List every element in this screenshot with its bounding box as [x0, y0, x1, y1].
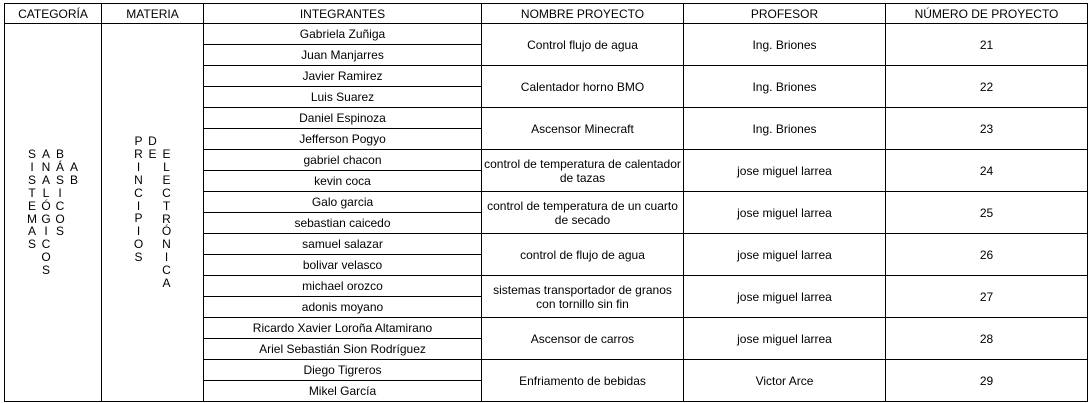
header-categoria: CATEGORÍA	[5, 4, 102, 24]
member-name: Gabriela Zuñiga	[204, 24, 482, 45]
materia-cell	[102, 24, 204, 402]
member-name: bolivar velasco	[204, 255, 482, 276]
project-number: 25	[886, 192, 1088, 234]
member-name: Mikel García	[204, 381, 482, 402]
project-number: 29	[886, 360, 1088, 402]
project-number: 24	[886, 150, 1088, 192]
member-name: Ricardo Xavier Loroña Altamirano	[204, 318, 482, 339]
profesor-name: Ing. Briones	[684, 24, 886, 66]
member-name: kevin coca	[204, 171, 482, 192]
project-number: 22	[886, 66, 1088, 108]
profesor-name: Ing. Briones	[684, 66, 886, 108]
categoria-cell-line: A B	[69, 159, 78, 187]
categoria-cell-line: A N A L Ó G I C O S	[41, 146, 51, 278]
materia-cell-vertical-text	[132, 135, 174, 290]
project-name: Enfriamento de bebidas	[482, 360, 684, 402]
header-materia: MATERIA	[102, 4, 204, 24]
profesor-name: jose miguel larrea	[684, 276, 886, 318]
member-name: Ariel Sebastián Sion Rodríguez	[204, 339, 482, 360]
materia-cell-line: D E	[148, 134, 157, 161]
member-name: sebastian caicedo	[204, 213, 482, 234]
header-row	[5, 4, 1088, 24]
profesor-name: Ing. Briones	[684, 108, 886, 150]
member-name: Jefferson Pogyo	[204, 129, 482, 150]
project-name: Ascensor Minecraft	[482, 108, 684, 150]
member-name: samuel salazar	[204, 234, 482, 255]
member-name: Juan Manjarres	[204, 45, 482, 66]
profesor-name: jose miguel larrea	[684, 234, 886, 276]
member-name: Daniel Espinoza	[204, 108, 482, 129]
categoria-cell-vertical-text	[25, 148, 81, 277]
project-number: 26	[886, 234, 1088, 276]
member-name: Galo garcia	[204, 192, 482, 213]
member-name: gabriel chacon	[204, 150, 482, 171]
projects-table	[4, 3, 1088, 402]
project-number: 23	[886, 108, 1088, 150]
categoria-cell-line: S I S T E M A S	[27, 146, 37, 252]
profesor-name: Victor Arce	[684, 360, 886, 402]
profesor-name: jose miguel larrea	[684, 318, 886, 360]
project-name: Control flujo de agua	[482, 24, 684, 66]
member-name: adonis moyano	[204, 297, 482, 318]
project-name: control de flujo de agua	[482, 234, 684, 276]
project-name: control de temperatura de un cuarto de secado	[482, 192, 684, 234]
member-name: michael orozco	[204, 276, 482, 297]
materia-cell-line: E L E C T R Ó N I C A	[161, 147, 172, 291]
profesor-name: jose miguel larrea	[684, 192, 886, 234]
profesor-name: jose miguel larrea	[684, 150, 886, 192]
project-name: Ascensor de carros	[482, 318, 684, 360]
member-name: Luis Suarez	[204, 87, 482, 108]
project-name: sistemas transportador de granos con tornillo sin fin	[482, 276, 684, 318]
project-name: control de temperatura de calentador de tazas	[482, 150, 684, 192]
member-name: Diego Tigreros	[204, 360, 482, 381]
project-number: 21	[886, 24, 1088, 66]
header-profesor: PROFESOR	[684, 4, 886, 24]
header-nombre-proyecto: NOMBRE PROYECTO	[482, 4, 684, 24]
header-integrantes: INTEGRANTES	[204, 4, 482, 24]
categoria-cell-line: B Á S I C O S	[55, 146, 65, 239]
project-number: 27	[886, 276, 1088, 318]
project-name: Calentador horno BMO	[482, 66, 684, 108]
project-number: 28	[886, 318, 1088, 360]
header-numero-proyecto: NÚMERO DE PROYECTO	[886, 4, 1088, 24]
categoria-cell	[5, 24, 102, 402]
member-name: Javier Ramirez	[204, 66, 482, 87]
materia-cell-line: P R I N C I P I O S	[133, 134, 144, 265]
table-row	[5, 24, 1088, 45]
